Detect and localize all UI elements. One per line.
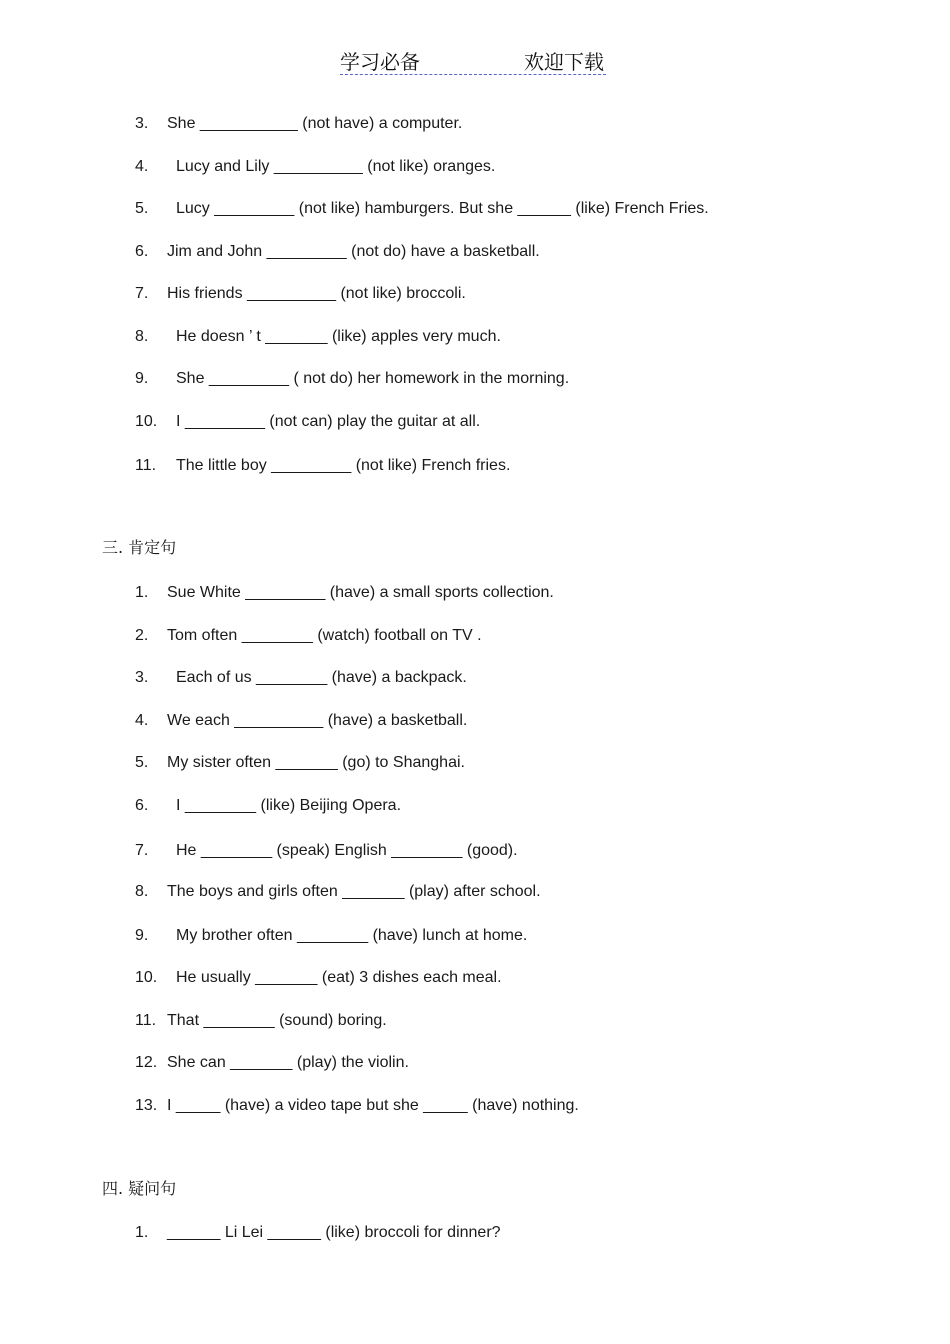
item-number: 1. [135, 1224, 149, 1241]
exercise-item [135, 753, 465, 773]
item-text: The little boy _________ (not like) French fries. [176, 457, 511, 474]
item-text: My brother often ________ (have) lunch at home. [176, 927, 528, 944]
exercise-item [135, 199, 709, 219]
item-text: The boys and girls often _______ (play) after school. [167, 883, 541, 900]
section-heading: 四. 疑问句 [102, 1179, 177, 1198]
exercise-item [135, 1053, 409, 1073]
page-header [340, 44, 606, 75]
item-number: 5. [135, 754, 149, 771]
item-number: 6. [135, 243, 149, 260]
item-number: 11. [135, 1012, 157, 1029]
exercise-item [135, 456, 510, 476]
exercise-item [135, 1011, 387, 1031]
item-number: 3. [135, 669, 149, 686]
item-text: She can _______ (play) the violin. [167, 1054, 409, 1071]
exercise-item [135, 668, 467, 688]
exercise-item [135, 711, 467, 731]
item-text: Tom often ________ (watch) football on TV . [167, 627, 482, 644]
item-number: 4. [135, 712, 149, 729]
item-number: 6. [135, 797, 149, 814]
item-text: He usually _______ (eat) 3 dishes each meal. [176, 969, 502, 986]
exercise-item [135, 626, 482, 646]
item-number: 2. [135, 627, 149, 644]
item-number: 10. [135, 413, 158, 430]
item-number: 8. [135, 328, 149, 345]
exercise-item [135, 796, 401, 816]
exercise-item [135, 412, 480, 432]
item-number: 10. [135, 969, 158, 986]
item-text: Jim and John _________ (not do) have a basketball. [167, 243, 540, 260]
section-heading: 三. 肯定句 [102, 538, 177, 557]
exercise-item [135, 968, 502, 988]
item-number: 1. [135, 584, 149, 601]
exercise-item [135, 242, 540, 262]
item-number: 5. [135, 200, 149, 217]
item-text: Each of us ________ (have) a backpack. [176, 669, 467, 686]
item-text: I ________ (like) Beijing Opera. [176, 797, 402, 814]
exercise-item [135, 882, 541, 902]
exercise-item [135, 1096, 579, 1116]
item-number: 9. [135, 370, 149, 387]
item-text: We each __________ (have) a basketball. [167, 712, 468, 729]
item-text: Sue White _________ (have) a small sports collection. [167, 584, 554, 601]
item-text: Lucy and Lily __________ (not like) oranges. [176, 158, 496, 175]
exercise-item [135, 114, 462, 134]
item-text: She ___________ (not have) a computer. [167, 115, 463, 132]
item-text: I _________ (not can) play the guitar at all. [176, 413, 481, 430]
exercise-item [135, 157, 495, 177]
exercise-item [135, 327, 501, 347]
item-text: I _____ (have) a video tape but she _____ (have) nothing. [167, 1097, 579, 1114]
item-number: 4. [135, 158, 149, 175]
exercise-item [135, 1223, 501, 1243]
item-number: 13. [135, 1097, 158, 1114]
item-number: 3. [135, 115, 149, 132]
exercise-item [135, 583, 554, 603]
item-number: 8. [135, 883, 149, 900]
header-right-text: 欢迎下载 [524, 50, 604, 74]
exercise-item [135, 926, 527, 946]
item-text: She _________ ( not do) her homework in the morning. [176, 370, 570, 387]
item-number: 9. [135, 927, 149, 944]
item-number: 7. [135, 285, 149, 302]
exercise-item [135, 369, 569, 389]
item-number: 11. [135, 457, 157, 474]
item-text: His friends __________ (not like) broccoli. [167, 285, 466, 302]
item-text: Lucy _________ (not like) hamburgers. But she ______ (like) French Fries. [176, 200, 709, 217]
item-number: 7. [135, 842, 149, 859]
exercise-item [135, 841, 518, 861]
header-left-text: 学习必备 [340, 50, 420, 74]
item-number: 12. [135, 1054, 158, 1071]
item-text: ______ Li Lei ______ (like) broccoli for dinner? [167, 1224, 501, 1241]
item-text: He doesn ’ t _______ (like) apples very much. [176, 328, 501, 345]
item-text: That ________ (sound) boring. [167, 1012, 387, 1029]
exercise-item [135, 284, 466, 304]
item-text: My sister often _______ (go) to Shanghai. [167, 754, 465, 771]
item-text: He ________ (speak) English ________ (good). [176, 842, 518, 859]
